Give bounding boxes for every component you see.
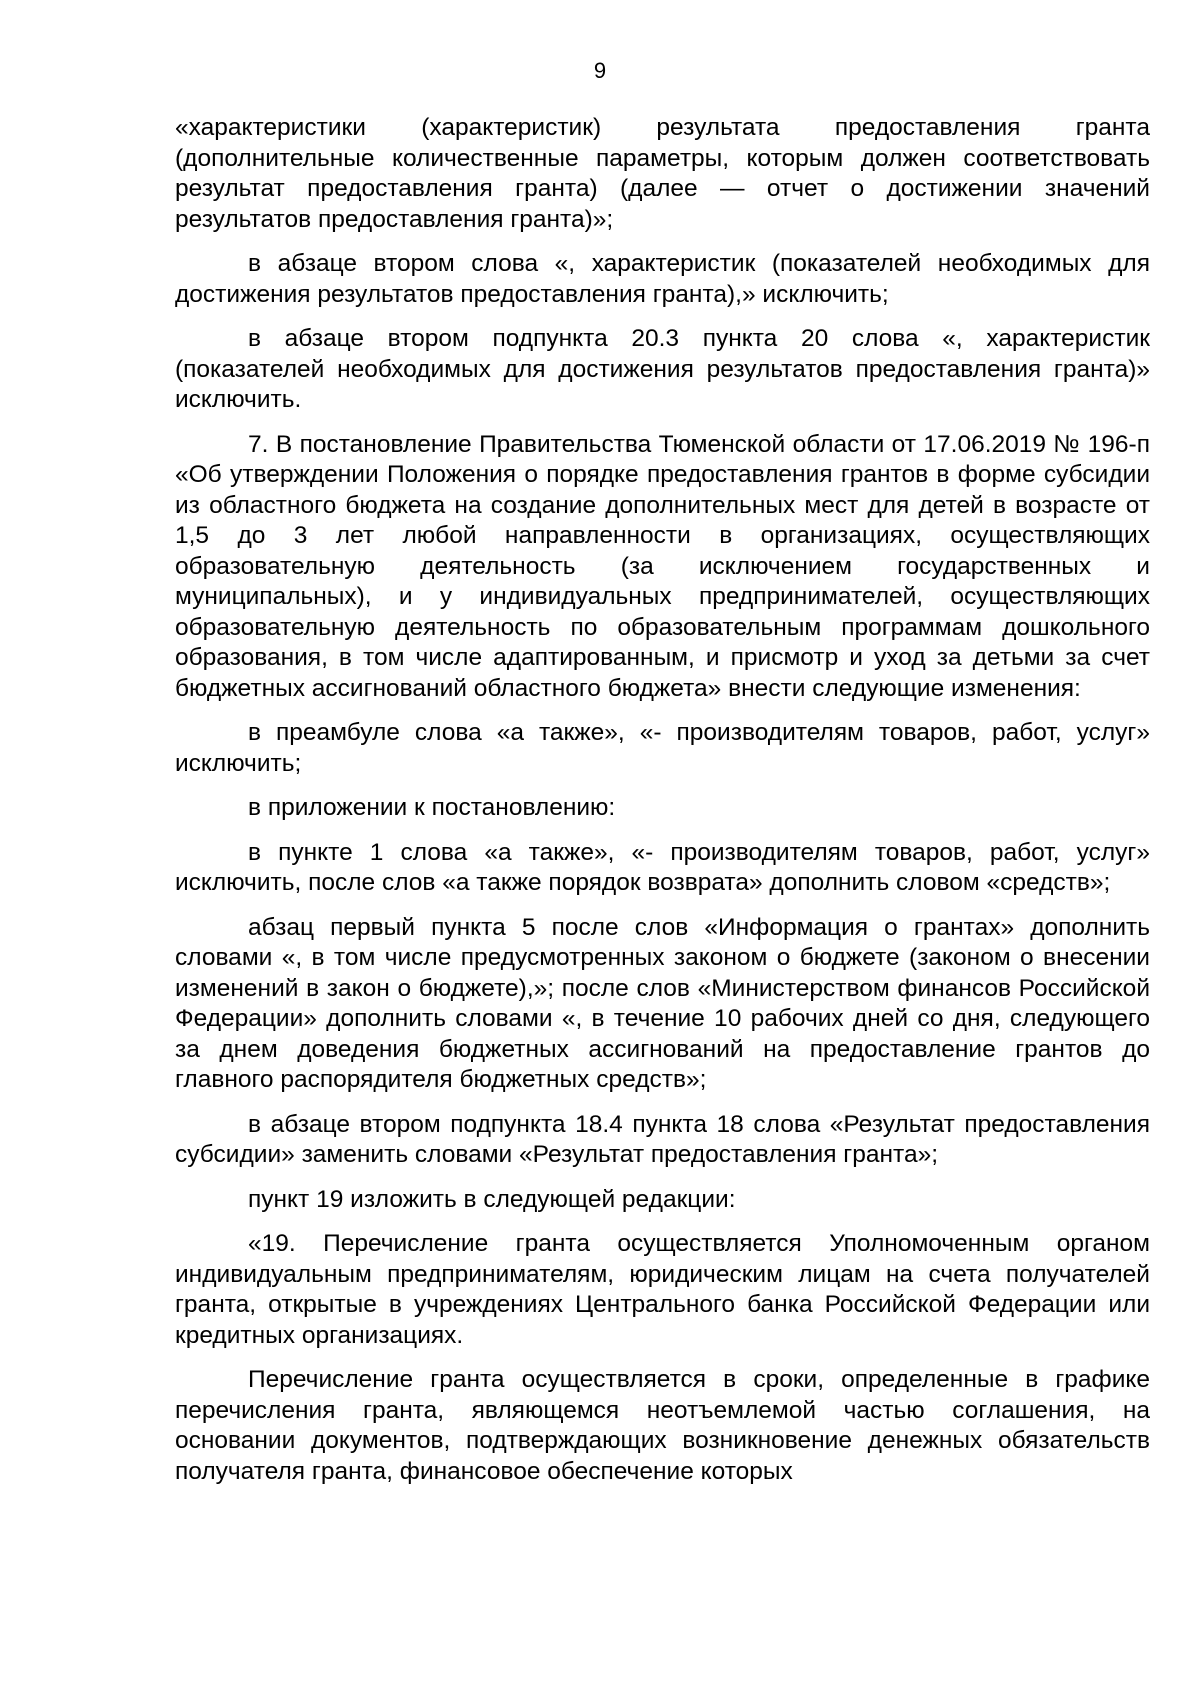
paragraph-point-1: в пункте 1 слова «а также», «- производителям товаров, работ, услуг» исключить, после слов «а также порядок возврата» дополнить словом «средств»; xyxy=(175,838,1150,896)
paragraph-preamble: в преамбуле слова «а также», «- производителям товаров, работ, услуг» исключить; xyxy=(175,719,1150,777)
paragraph-subpoint-20-3: в абзаце втором подпункта 20.3 пункта 20 слова «, характеристик (показателей необходимых для достижения результатов предоставления гранта)» исключить. xyxy=(175,325,1150,413)
paragraph-item-7: 7. В постановление Правительства Тюменской области от 17.06.2019 № 196-п «Об утверждении Положения о порядке предоставления грантов в форме субсидии из областного бюджета на создание дополнительных мест для детей в возрасте от 1,5 до 3 лет любой направленности в организациях, осуществляющих образовательную деятельность (за исключением государственных и муниципальных), и у индивидуальных предпринимателей, осуществляющих образовательную деятельность по образовательным программам дошкольного образования, в том числе адаптированным, и присмотр и уход за детьми за счет бюджетных ассигнований областного бюджета» внести следующие изменения: xyxy=(175,430,1150,702)
paragraph-point-19-intro: пункт 19 изложить в следующей редакции: xyxy=(248,1185,736,1213)
paragraph-appendix: в приложении к постановлению: xyxy=(248,794,616,821)
paragraph-grant-transfer: Перечисление гранта осуществляется в сроки, определенные в графике перечисления гранта, являющемся неотъемлемой частью соглашения, на основании документов, подтверждающих возникновение денежных обязательств получателя гранта, финансовое обеспечение которых xyxy=(175,1366,1150,1485)
paragraph-quote-characteristics: «характеристики (характеристик) результата предоставления гранта (дополнительные количественные параметры, которым должен соответствовать результат предоставления гранта) (далее — отчет о достижении значений результатов предоставления гранта)»; xyxy=(175,114,1150,233)
paragraph-point-19-text: «19. Перечисление гранта осуществляется Уполномоченным органом индивидуальным предпринимателям, юридическим лицам на счета получателей гранта, открытые в учреждениях Центрального банка Российской Федерации или кредитных организациях. xyxy=(175,1230,1150,1349)
document-body xyxy=(175,113,1150,1501)
paragraph-subpoint-18-4: в абзаце втором подпункта 18.4 пункта 18 слова «Результат предоставления субсидии» заменить словами «Результат предоставления гранта»; xyxy=(175,1110,1150,1168)
page-number: 9 xyxy=(593,58,607,83)
paragraph-point-5: абзац первый пункта 5 после слов «Информация о грантах» дополнить словами «, в том числе предусмотренных законом о бюджете (законом о внесении изменений в закон о бюджете),»; после слов «Министерством финансов Российской Федерации» дополнить словами «, в течение 10 рабочих дней со дня, следующего за днем доведения бюджетных ассигнований на предоставление грантов до главного распорядителя бюджетных средств»; xyxy=(175,913,1150,1093)
paragraph-second-abzac: в абзаце втором слова «, характеристик (показателей необходимых для достижения результатов предоставления гранта),» исключить; xyxy=(175,250,1150,308)
